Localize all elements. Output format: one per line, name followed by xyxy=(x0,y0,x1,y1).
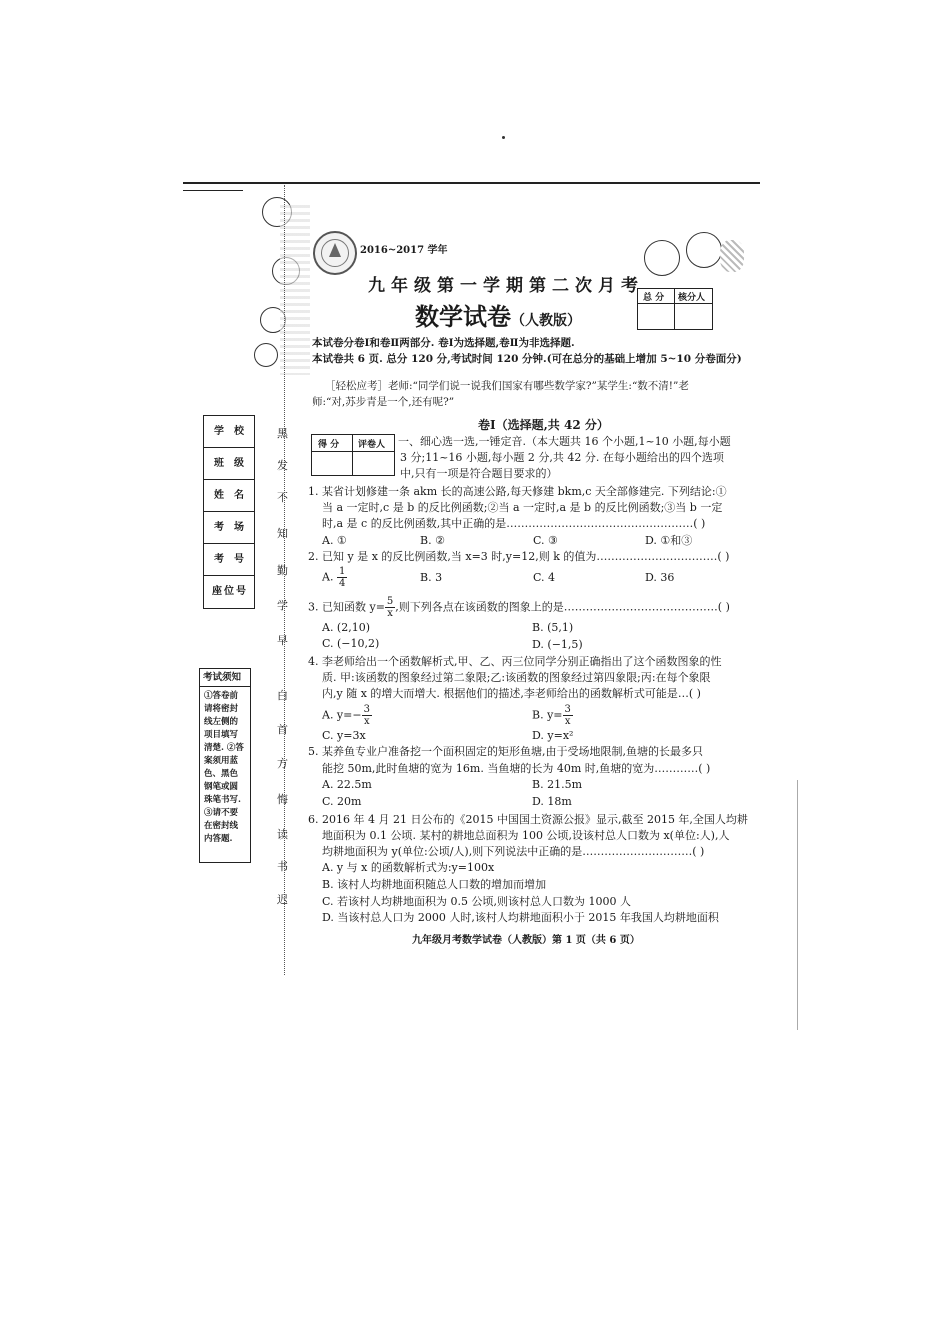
checker-label: 核分人 xyxy=(678,293,706,303)
scan-dot xyxy=(502,136,505,139)
exam-title: 九年级第一学期第二次月考 xyxy=(368,276,644,296)
q6-option-c[interactable]: C. 若该村人均耕地面积为 0.5 公顷,则该村总人口数为 1000 人 xyxy=(322,895,631,908)
q5-line-1: 5. 某养鱼专业户准备挖一个面积固定的矩形鱼塘,由于受场地限制,鱼塘的长最多只 xyxy=(308,745,703,758)
cartoon-kids-illustration xyxy=(240,195,310,375)
total-score-box xyxy=(637,288,713,330)
scan-edge-line xyxy=(797,780,798,1030)
motto-char: 黑 xyxy=(277,427,288,440)
motto-char: 首 xyxy=(277,723,288,736)
q3-option-d[interactable]: D. (−1,5) xyxy=(532,638,583,651)
q6-option-b[interactable]: B. 该村人均耕地面积随总人口数的增加而增加 xyxy=(322,878,547,891)
q2-option-d[interactable]: D. 36 xyxy=(645,571,675,584)
section-intro-line-2: 3 分;11~16 小题,每小题 2 分,共 42 分. 在每小题给出的四个选项 xyxy=(400,451,724,464)
motto-char: 悔 xyxy=(277,793,288,806)
motto-char: 不 xyxy=(277,491,288,504)
q1-line-2: 当 a 一定时,c 是 b 的反比例函数;②当 a 一定时,a 是 b 的反比例函数;③当 b 一定 xyxy=(322,501,723,514)
motto-char: 书 xyxy=(277,860,288,873)
q6-line-2: 地面积为 0.1 公顷. 某村的耕地总面积为 100 公顷,设该村总人口数为 x(单位:人),人 xyxy=(322,829,730,842)
motto-char: 读 xyxy=(277,828,288,841)
fraction: $\frac{3}{x}$ xyxy=(564,704,571,727)
q2-line-1: 2. 已知 y 是 x 的反比例函数,当 x=3 时,y=12,则 k 的值为……………………………( ) xyxy=(308,550,730,563)
score-label: 得 分 xyxy=(318,440,340,450)
section-score-box xyxy=(311,434,395,476)
motto-char: 迟 xyxy=(277,893,288,906)
subject-title: 数学试卷 xyxy=(415,302,511,331)
q4-line-3: 内,y 随 x 的增大而增大. 根据他们的描述,李老师给出的函数解析式可能是…( ) xyxy=(322,687,701,700)
q6-option-d[interactable]: D. 当该村总人口为 2000 人时,该村人均耕地面积小于 2015 年我国人均耕地面积 xyxy=(322,911,719,924)
q4-option-b[interactable]: B. y= $\frac{3}{x}$ xyxy=(532,704,571,727)
q6-option-a[interactable]: A. y 与 x 的函数解析式为:y=100x xyxy=(322,861,495,874)
section-score-field[interactable] xyxy=(312,452,352,474)
q4-line-1: 4. 李老师给出一个函数解析式,甲、乙、丙三位同学分别正确指出了这个函数图象的性 xyxy=(308,655,722,668)
q4-option-c[interactable]: C. y=3x xyxy=(322,729,366,742)
q5-line-2: 能挖 50m,此时鱼塘的宽为 16m. 当鱼塘的长为 40m 时,鱼塘的宽为…………( ) xyxy=(322,762,711,775)
motto-char: 方 xyxy=(277,757,288,770)
q5-option-d[interactable]: D. 18m xyxy=(532,795,572,808)
q5-option-a[interactable]: A. 22.5m xyxy=(322,778,372,791)
q2-option-c[interactable]: C. 4 xyxy=(533,571,556,584)
motto-char: 勤 xyxy=(277,564,288,577)
notice-title: 考试须知 xyxy=(200,669,250,687)
grader-label: 评卷人 xyxy=(358,440,386,450)
vertical-motto xyxy=(273,425,293,905)
q3-line-1: 3. 已知函数 y= $\frac{5}{x}$ ,则下列各点在该函数的图象上的是……………………………………( ) xyxy=(308,596,730,619)
q5-option-b[interactable]: B. 21.5m xyxy=(532,778,582,791)
q2-option-b[interactable]: B. 3 xyxy=(420,571,443,584)
fraction: $\frac{3}{x}$ xyxy=(363,704,370,727)
q1-option-a[interactable]: A. ① xyxy=(322,534,347,547)
fraction: $\frac{1}{4}$ xyxy=(338,566,346,589)
q5-option-c[interactable]: C. 20m xyxy=(322,795,362,808)
school-logo-icon xyxy=(313,231,357,275)
fraction: $\frac{5}{x}$ xyxy=(386,596,394,619)
q1-option-b[interactable]: B. ② xyxy=(420,534,445,547)
intro-line-2: 本试卷共 6 页. 总分 120 分,考试时间 120 分钟.(可在总分的基础上增加 5~10 分卷面分) xyxy=(312,353,742,365)
q2-option-a[interactable]: A. $\frac{1}{4}$ xyxy=(322,566,346,589)
motto-char: 学 xyxy=(277,599,288,612)
field-class[interactable]: 班级 xyxy=(204,448,254,480)
q1-option-d[interactable]: D. ①和③ xyxy=(645,534,693,547)
page-footer: 九年级月考数学试卷（人教版）第 1 页（共 6 页） xyxy=(412,935,640,946)
q6-line-3: 均耕地面积为 y(单位:公顷/人),则下列说法中正确的是…………………………( ) xyxy=(322,845,705,858)
top-rule-short xyxy=(183,190,243,191)
checker-field[interactable] xyxy=(675,304,711,328)
total-score-label: 总 分 xyxy=(643,293,665,303)
total-score-field[interactable] xyxy=(638,304,674,328)
q1-line-3: 时,a 是 c 的反比例函数,其中正确的是……………………………………………( ) xyxy=(322,517,706,530)
q1-line-1: 1. 某省计划修建一条 akm 长的高速公路,每天修建 bkm,c 天全部修建完. 下列结论:① xyxy=(308,485,727,498)
school-year: 2016~2017 学年 xyxy=(360,245,448,256)
q3-option-a[interactable]: A. (2,10) xyxy=(322,621,371,634)
page-title xyxy=(415,297,581,332)
field-school[interactable]: 学校 xyxy=(204,416,254,448)
cartoon-kids-top-right-illustration xyxy=(636,230,746,290)
motto-char: 发 xyxy=(277,459,288,472)
section-heading: 卷Ⅰ（选择题,共 42 分） xyxy=(478,418,609,432)
section-intro-line-1: 一、细心选一选,一锤定音.（本大题共 16 个小题,1~10 小题,每小题 xyxy=(398,435,731,448)
q1-option-c[interactable]: C. ③ xyxy=(533,534,558,547)
section-intro-line-3: 中,只有一项是符合题目要求的） xyxy=(400,467,558,480)
top-rule xyxy=(183,182,760,184)
field-exam-room[interactable]: 考场 xyxy=(204,512,254,544)
q6-line-1: 6. 2016 年 4 月 21 日公布的《2015 中国国土资源公报》显示,截至 2015 年,全国人均耕 xyxy=(308,813,748,826)
field-name[interactable]: 姓名 xyxy=(204,480,254,512)
notice-body: ①答卷前请将密封线左侧的项目填写清楚. ②答案须用蓝色、黑色钢笔或圆珠笔书写. ③请不要在密封线内答题. xyxy=(204,691,244,844)
exam-notice-box xyxy=(199,668,251,863)
story-line-2: 师:“对,苏步青是一个,还有呢?” xyxy=(312,396,455,408)
story-line-1: ［轻松应考］老师:“同学们说一说我们国家有哪些数学家?”某学生:“数不清!”老 xyxy=(325,380,689,392)
field-exam-number[interactable]: 考号 xyxy=(204,544,254,576)
motto-char: 白 xyxy=(277,689,288,702)
motto-char: 知 xyxy=(277,527,288,540)
q3-option-b[interactable]: B. (5,1) xyxy=(532,621,574,634)
edition-label: （人教版） xyxy=(511,313,581,329)
field-seat-number[interactable]: 座位号 xyxy=(212,586,248,597)
intro-line-1: 本试卷分卷Ⅰ和卷Ⅱ两部分. 卷Ⅰ为选择题,卷Ⅱ为非选择题. xyxy=(312,337,575,349)
q4-option-d[interactable]: D. y=x² xyxy=(532,729,574,742)
grader-field[interactable] xyxy=(353,452,393,474)
q3-option-c[interactable]: C. (−10,2) xyxy=(322,637,380,650)
student-info-table xyxy=(203,415,255,609)
q4-line-2: 质. 甲:该函数的图象经过第二象限;乙:该函数的图象经过第四象限;丙:在每个象限 xyxy=(322,671,711,684)
motto-char: 早 xyxy=(277,634,288,647)
q4-option-a[interactable]: A. y=− $\frac{3}{x}$ xyxy=(322,704,370,727)
